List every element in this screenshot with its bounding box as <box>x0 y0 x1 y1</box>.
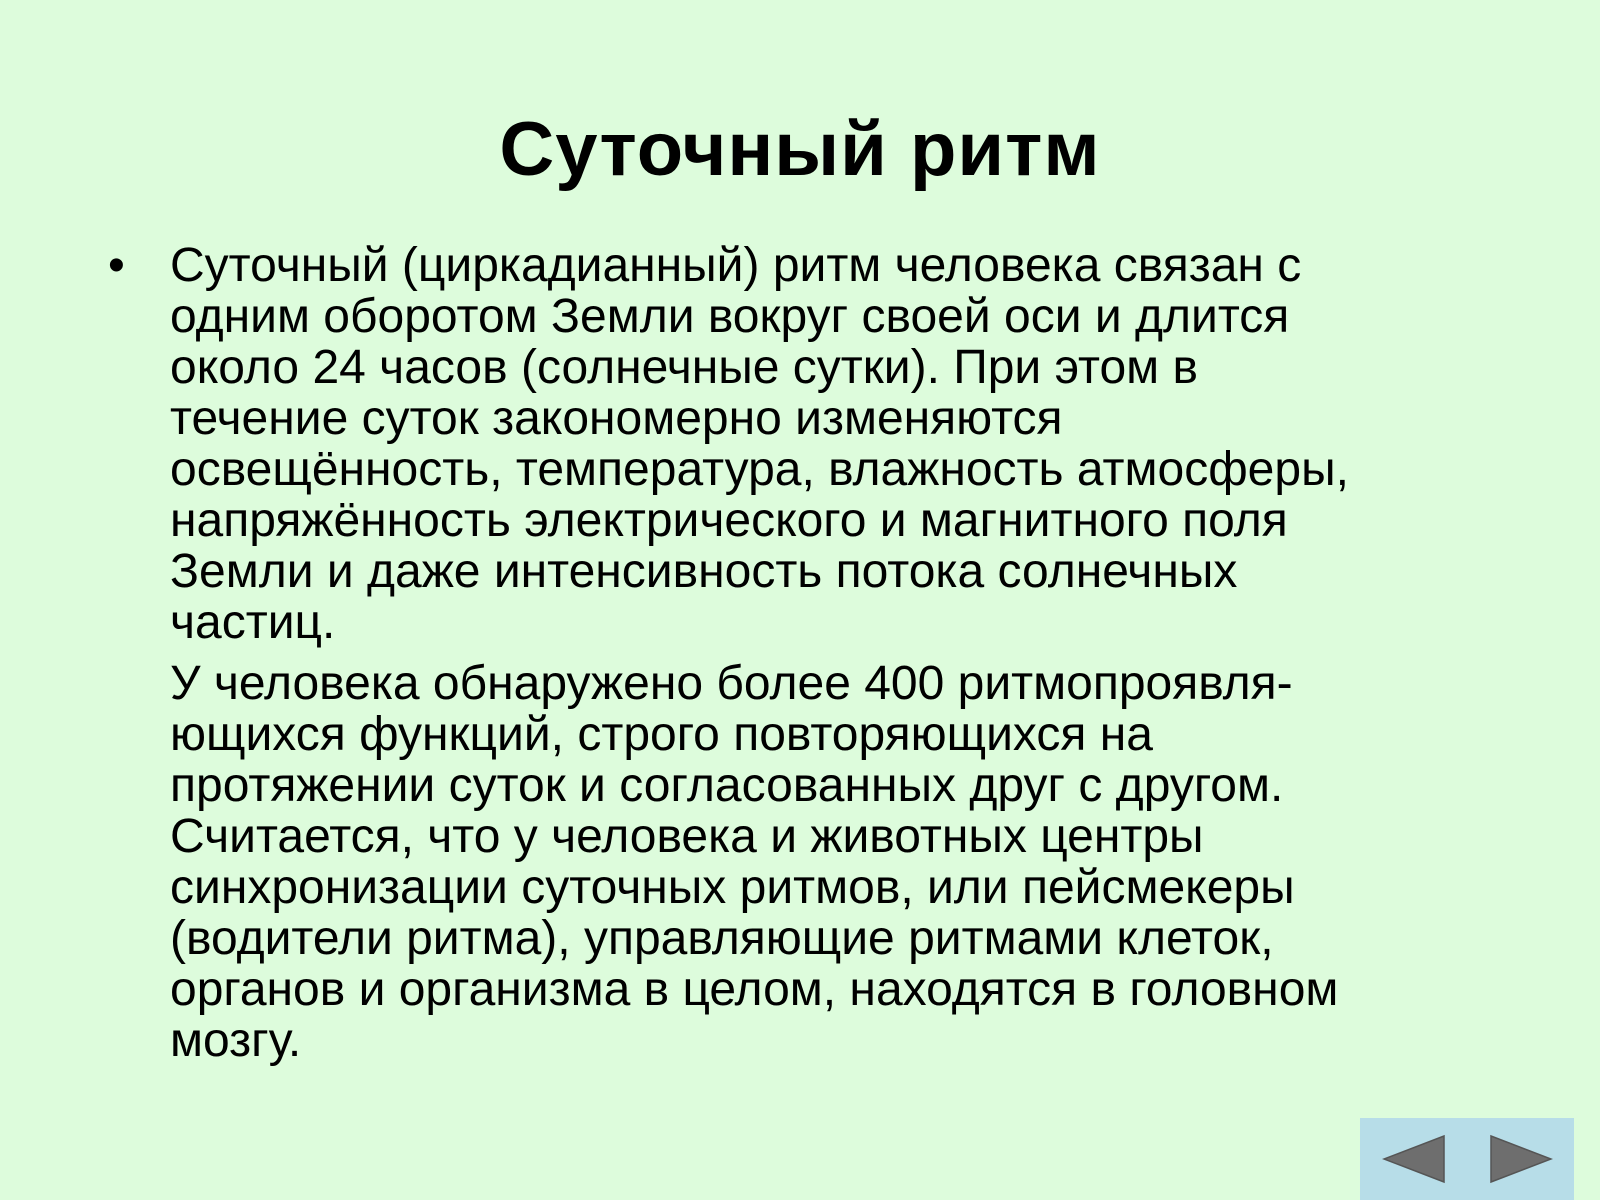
bullet-marker: • <box>108 239 125 292</box>
bullet-item <box>108 240 1508 1066</box>
slide-body <box>108 240 1508 1066</box>
slide-navigation <box>1360 1118 1574 1200</box>
triangle-right-icon <box>1489 1134 1553 1184</box>
triangle-left-icon <box>1382 1134 1446 1184</box>
next-slide-button[interactable] <box>1476 1124 1566 1194</box>
previous-slide-button[interactable] <box>1369 1124 1459 1194</box>
paragraph-circadian-rhythm: Суточный (циркадианный) ритм человека связан с одним оборотом Земли вокруг своей оси и длится около 24 часов (солнечные сутки). При этом в течение суток закономерно изменяются освещённость, температура, влажность атмосферы, напряжённость электрического и магнитного поля Земли и даже интенсивность потока солнечных частиц. <box>170 239 1349 649</box>
paragraph-rhythm-functions: У человека обнаружено более 400 ритмопроявля- ющихся функций, строго повторяющихся на протяжении суток и согласованных друг с другом. Считается, что у человека и животных центры синхронизации суточных ритмов, или пейсмекеры (водители ритма), управляющие ритмами клеток, органов и организма в целом, находятся в головном мозгу. <box>170 657 1339 1067</box>
slide-title: Суточный ритм <box>499 107 1101 192</box>
